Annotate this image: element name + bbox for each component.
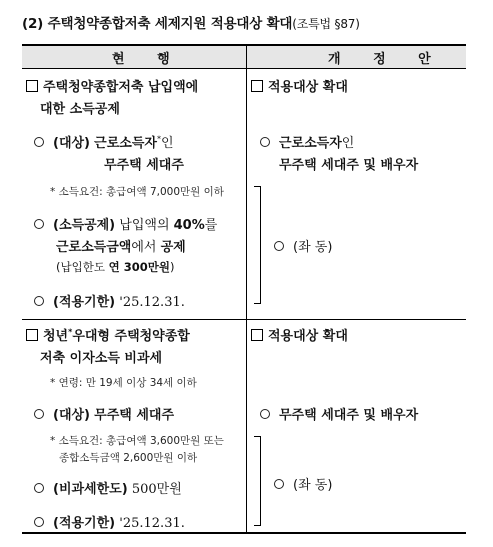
s1-current-period: (적용기한) '25.12.31. <box>34 291 185 310</box>
circle-bullet-icon <box>34 296 44 306</box>
s2-bracket <box>254 436 261 526</box>
title-ref: (조특법 §87) <box>292 17 360 31</box>
circle-bullet-icon <box>274 479 284 489</box>
s2-current-heading-line2: 저축 이자소득 비과세 <box>40 351 163 366</box>
circle-bullet-icon <box>34 137 44 147</box>
circle-bullet-icon <box>34 483 44 493</box>
circle-bullet-icon <box>260 409 270 419</box>
circle-bullet-icon <box>34 219 44 229</box>
circle-bullet-icon <box>34 517 44 527</box>
s1-current-deduction: (소득공제) 납입액의 40%를 <box>34 214 217 233</box>
circle-bullet-icon <box>260 137 270 147</box>
s1-current-deduction-line3: (납입한도 연 300만원) <box>56 260 175 274</box>
s1-current-target: (대상) 근로소득자*인 <box>34 132 174 151</box>
s1-revised-target-line2: 무주택 세대주 및 배우자 <box>279 158 419 173</box>
s2-income-note: * 소득요건: 총급여액 3,600만원 또는 <box>50 435 224 447</box>
s1-revised-same: (좌 동) <box>274 236 332 255</box>
checkbox-square-icon <box>251 329 263 341</box>
document-title <box>22 12 360 32</box>
s1-revised-heading: 적용대상 확대 <box>251 76 348 95</box>
circle-bullet-icon <box>274 241 284 251</box>
checkbox-square-icon <box>251 80 263 92</box>
s1-current-heading-line2: 대한 소득공제 <box>40 102 120 117</box>
section-divider <box>22 319 466 320</box>
title-main: (2) 주택청약종합저축 세제지원 적용대상 확대 <box>22 16 293 32</box>
s1-current-deduction-line2: 근로소득금액에서 공제 <box>56 240 186 255</box>
s2-revised-heading: 적용대상 확대 <box>251 325 348 344</box>
s2-revised-same: (좌 동) <box>274 474 332 493</box>
s2-current-limit: (비과세한도) 500만원 <box>34 478 182 497</box>
header-current: 현 행 <box>112 52 184 67</box>
s1-bracket <box>254 186 261 304</box>
s2-income-note-line2: 종합소득금액 2,600만원 이하 <box>59 452 198 464</box>
s2-age-note: * 연령: 만 19세 이상 34세 이하 <box>50 377 197 389</box>
s1-current-target-line2: 무주택 세대주 <box>104 158 184 173</box>
s1-income-note: * 소득요건: 총급여액 7,000만원 이하 <box>50 186 224 198</box>
s2-current-period: (적용기한) '25.12.31. <box>34 512 185 531</box>
s2-revised-target: 무주택 세대주 및 배우자 <box>260 404 418 423</box>
checkbox-square-icon <box>26 80 38 92</box>
s2-current-target: (대상) 무주택 세대주 <box>34 404 174 423</box>
checkbox-square-icon <box>26 329 38 341</box>
column-divider <box>246 46 247 532</box>
s2-current-heading: 청년*우대형 주택청약종합 <box>26 325 190 344</box>
s1-revised-target: 근로소득자인 <box>260 132 354 151</box>
header-revised: 개 정 안 <box>328 52 445 67</box>
comparison-table <box>22 44 466 534</box>
circle-bullet-icon <box>34 409 44 419</box>
s1-current-heading: 주택청약종합저축 납입액에 <box>26 76 198 95</box>
